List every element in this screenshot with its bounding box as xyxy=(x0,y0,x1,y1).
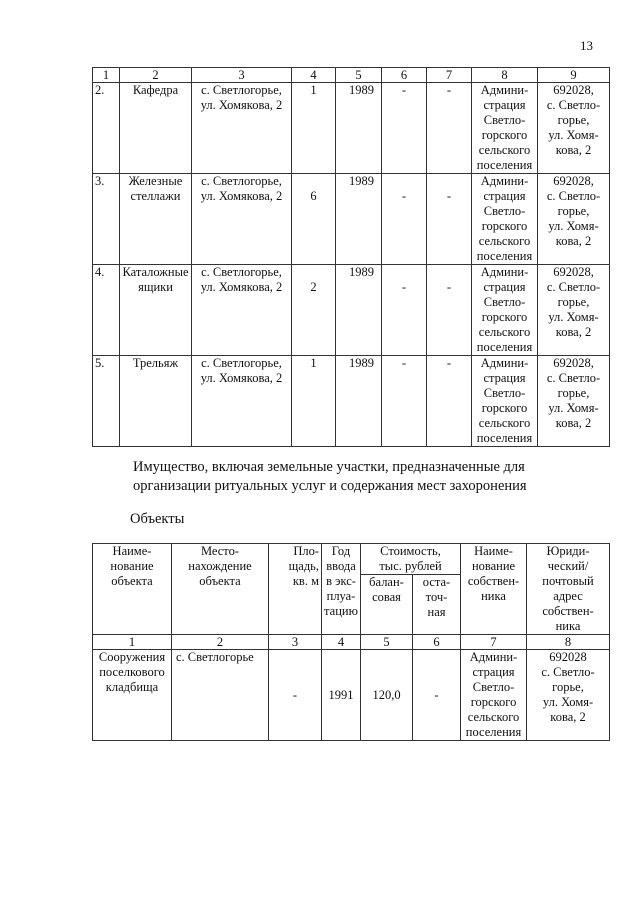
text-line: плуа- xyxy=(326,589,356,603)
text-line: Админи- xyxy=(480,174,529,188)
table-row xyxy=(93,356,610,447)
cell-year: 1989 xyxy=(336,83,382,174)
text-line: совая xyxy=(372,590,401,604)
text-line: Сооружения xyxy=(98,650,166,664)
cell-year: 1989 xyxy=(336,265,382,356)
text-line: объекта xyxy=(111,574,153,588)
text-line: сельского xyxy=(478,143,531,157)
text-line: Наиме- xyxy=(112,544,152,558)
cell-balance: 120,0 xyxy=(361,650,413,741)
cell-address xyxy=(527,650,610,741)
header-area xyxy=(269,544,322,635)
text-line: Наиме- xyxy=(474,544,513,558)
header-address xyxy=(527,544,610,635)
text-line: 692028, xyxy=(553,83,594,97)
text-line: Год xyxy=(331,544,351,558)
cell-name xyxy=(120,83,192,174)
text-line: горского xyxy=(481,128,528,142)
cell-location xyxy=(192,265,292,356)
text-line: 692028, xyxy=(553,265,594,279)
header-location xyxy=(172,544,269,635)
header-name xyxy=(93,544,172,635)
text-line: с. Светло- xyxy=(546,189,601,203)
table-row xyxy=(93,83,610,174)
column-number: 9 xyxy=(538,68,610,83)
text-line: ул. Хомя- xyxy=(548,310,599,324)
text-line: Админи- xyxy=(480,265,529,279)
cell-owner xyxy=(461,650,527,741)
objects-label: Объекты xyxy=(130,511,185,527)
text-line: нахождение xyxy=(188,559,252,573)
text-line: Место- xyxy=(200,544,240,558)
text-line: с. Светлогорье, xyxy=(201,174,282,188)
text-line: сельского xyxy=(478,234,531,248)
text-line: Админи- xyxy=(480,83,529,97)
text-line: Светло- xyxy=(472,680,515,694)
text-line: сельского xyxy=(478,416,531,430)
cell-location xyxy=(192,83,292,174)
cell-owner xyxy=(472,356,538,447)
text-line: Каталожные xyxy=(122,265,189,279)
text-line: горского xyxy=(481,219,528,233)
cell-address xyxy=(538,265,610,356)
text-line: Светло- xyxy=(483,295,526,309)
text-line: Светло- xyxy=(483,386,526,400)
text-line: горье, xyxy=(557,386,590,400)
text-line: поселения xyxy=(476,431,533,445)
text-line: щадь, xyxy=(288,559,319,573)
text-line: балан- xyxy=(369,575,404,589)
text-line: ческий/ xyxy=(547,559,589,573)
text-line: с. Светло- xyxy=(541,665,595,679)
text-line: собствен- xyxy=(467,574,520,588)
text-line: 692028, xyxy=(553,356,594,370)
cell-col7: - xyxy=(427,356,472,447)
text-line: поселения xyxy=(476,340,533,354)
text-line: ул. Хомя- xyxy=(548,401,599,415)
text-line: Админи- xyxy=(480,356,529,370)
text-line: ул. Хомя- xyxy=(548,219,599,233)
cell-address xyxy=(538,174,610,265)
text-line: поселкового xyxy=(99,665,165,679)
cemetery-table xyxy=(92,543,610,741)
text-line: ная xyxy=(427,605,446,619)
text-line: горского xyxy=(481,401,528,415)
column-number: 8 xyxy=(472,68,538,83)
text-line: в экс- xyxy=(326,574,356,588)
text-line: оста- xyxy=(422,575,451,589)
cell-name xyxy=(93,650,172,741)
column-number: 2 xyxy=(172,635,269,650)
column-number: 4 xyxy=(322,635,361,650)
text-line: ул. Хомякова, 2 xyxy=(200,189,283,203)
text-line: с. Светло- xyxy=(546,371,601,385)
text-line: поселения xyxy=(465,725,522,739)
text-line: горье, xyxy=(557,204,590,218)
text-line: Железные xyxy=(128,174,183,188)
cell-number: 2. xyxy=(93,83,120,174)
text-line: кова, 2 xyxy=(555,325,592,339)
cell-owner xyxy=(472,174,538,265)
text-line: ул. Хомя- xyxy=(542,695,594,709)
cell-year: 1989 xyxy=(336,174,382,265)
table1-column-numbers xyxy=(93,68,610,83)
column-number: 7 xyxy=(461,635,527,650)
text-line: страция xyxy=(483,280,526,294)
text-line: собствен- xyxy=(542,604,594,618)
cell-col7: - xyxy=(427,83,472,174)
cell-number: 5. xyxy=(93,356,120,447)
cell-quantity: 2 xyxy=(292,265,336,356)
column-number: 6 xyxy=(413,635,461,650)
text-line: с. Светло- xyxy=(546,280,601,294)
text-line: горье, xyxy=(557,295,590,309)
cell-location: с. Светлогорье xyxy=(172,650,269,741)
text-line: 692028 xyxy=(549,650,587,664)
text-line: тацию xyxy=(324,604,358,618)
text-line: горского xyxy=(470,695,517,709)
text-line: с. Светлогорье, xyxy=(201,356,282,370)
text-line: ввода xyxy=(326,559,356,573)
inventory-table xyxy=(92,67,610,447)
text-line: Светло- xyxy=(483,113,526,127)
text-line: страция xyxy=(483,98,526,112)
table-row xyxy=(93,650,610,741)
text-line: нование xyxy=(471,559,516,573)
text-line: точ- xyxy=(425,590,448,604)
column-number: 2 xyxy=(120,68,192,83)
text-line: ул. Хомякова, 2 xyxy=(200,98,283,112)
cell-col6: - xyxy=(382,83,427,174)
text-line: горского xyxy=(481,310,528,324)
text-line: Пло- xyxy=(293,544,319,558)
column-number: 3 xyxy=(192,68,292,83)
table2-header-row xyxy=(93,544,610,575)
header-cost xyxy=(361,544,461,575)
text-line: кова, 2 xyxy=(555,416,592,430)
cell-owner xyxy=(472,265,538,356)
cell-quantity: 1 xyxy=(292,356,336,447)
column-number: 5 xyxy=(361,635,413,650)
page-number: 13 xyxy=(580,38,593,53)
cell-name xyxy=(120,174,192,265)
cell-area: - xyxy=(269,650,322,741)
text-line: Трельяж xyxy=(132,356,179,370)
column-number: 3 xyxy=(269,635,322,650)
column-number: 5 xyxy=(336,68,382,83)
text-line: Админи- xyxy=(469,650,518,664)
column-number: 7 xyxy=(427,68,472,83)
text-line: ул. Хомя- xyxy=(548,128,599,142)
cell-col6: - xyxy=(382,174,427,265)
header-balance xyxy=(361,575,413,635)
column-number: 8 xyxy=(527,635,610,650)
cell-address xyxy=(538,356,610,447)
text-line: с. Светлогорье, xyxy=(201,83,282,97)
text-line: ящики xyxy=(138,280,173,294)
text-line: сельского xyxy=(467,710,520,724)
cell-col6: - xyxy=(382,265,427,356)
cell-location xyxy=(192,356,292,447)
cell-location xyxy=(192,174,292,265)
text-line: поселения xyxy=(476,158,533,172)
cell-quantity: 6 xyxy=(292,174,336,265)
table-row xyxy=(93,174,610,265)
cell-number: 3. xyxy=(93,174,120,265)
text-line: кова, 2 xyxy=(555,234,592,248)
column-number: 1 xyxy=(93,68,120,83)
header-owner xyxy=(461,544,527,635)
cell-number: 4. xyxy=(93,265,120,356)
text-line: страция xyxy=(483,189,526,203)
table2-column-numbers xyxy=(93,635,610,650)
text-line: Кафедра xyxy=(132,83,179,97)
text-line: с. Светлогорье, xyxy=(201,265,282,279)
text-line: кв. м xyxy=(292,574,319,588)
header-year xyxy=(322,544,361,635)
text-line: адрес xyxy=(553,589,583,603)
text-line: 692028, xyxy=(553,174,594,188)
cell-year: 1991 xyxy=(322,650,361,741)
cell-residual: - xyxy=(413,650,461,741)
text-line: ника xyxy=(481,589,506,603)
text-line: горье, xyxy=(557,113,590,127)
cell-year: 1989 xyxy=(336,356,382,447)
text-line: с. Светло- xyxy=(546,98,601,112)
text-line: объекта xyxy=(199,574,241,588)
text-line: стеллажи xyxy=(130,189,181,203)
text-line: ул. Хомякова, 2 xyxy=(200,280,283,294)
heading-line-1: Имущество, включая земельные участки, предназначенные для xyxy=(133,459,525,475)
text-line: страция xyxy=(472,665,515,679)
text-line: нование xyxy=(110,559,154,573)
column-number: 1 xyxy=(93,635,172,650)
text-line: сельского xyxy=(478,325,531,339)
text-line: горье, xyxy=(552,680,584,694)
text-line: ника xyxy=(555,619,581,633)
cell-name xyxy=(120,265,192,356)
cell-owner xyxy=(472,83,538,174)
text-line: кладбища xyxy=(105,680,159,694)
heading-line-2: организации ритуальных услуг и содержания мест захоронения xyxy=(133,478,527,494)
text-line: кова, 2 xyxy=(555,143,592,157)
text-line: Светло- xyxy=(483,204,526,218)
cell-col7: - xyxy=(427,265,472,356)
text-line: страция xyxy=(483,371,526,385)
text-line: тыс. рублей xyxy=(379,559,442,573)
column-number: 4 xyxy=(292,68,336,83)
cell-col6: - xyxy=(382,356,427,447)
cell-name xyxy=(120,356,192,447)
cell-col7: - xyxy=(427,174,472,265)
text-line: Юриди- xyxy=(546,544,590,558)
text-line: ул. Хомякова, 2 xyxy=(200,371,283,385)
text-line: поселения xyxy=(476,249,533,263)
text-line: Стоимость, xyxy=(380,544,441,558)
text-line: кова, 2 xyxy=(550,710,586,724)
header-residual xyxy=(413,575,461,635)
text-line: почтовый xyxy=(542,574,594,588)
table-row xyxy=(93,265,610,356)
column-number: 6 xyxy=(382,68,427,83)
section-heading xyxy=(133,458,573,496)
cell-quantity: 1 xyxy=(292,83,336,174)
cell-address xyxy=(538,83,610,174)
